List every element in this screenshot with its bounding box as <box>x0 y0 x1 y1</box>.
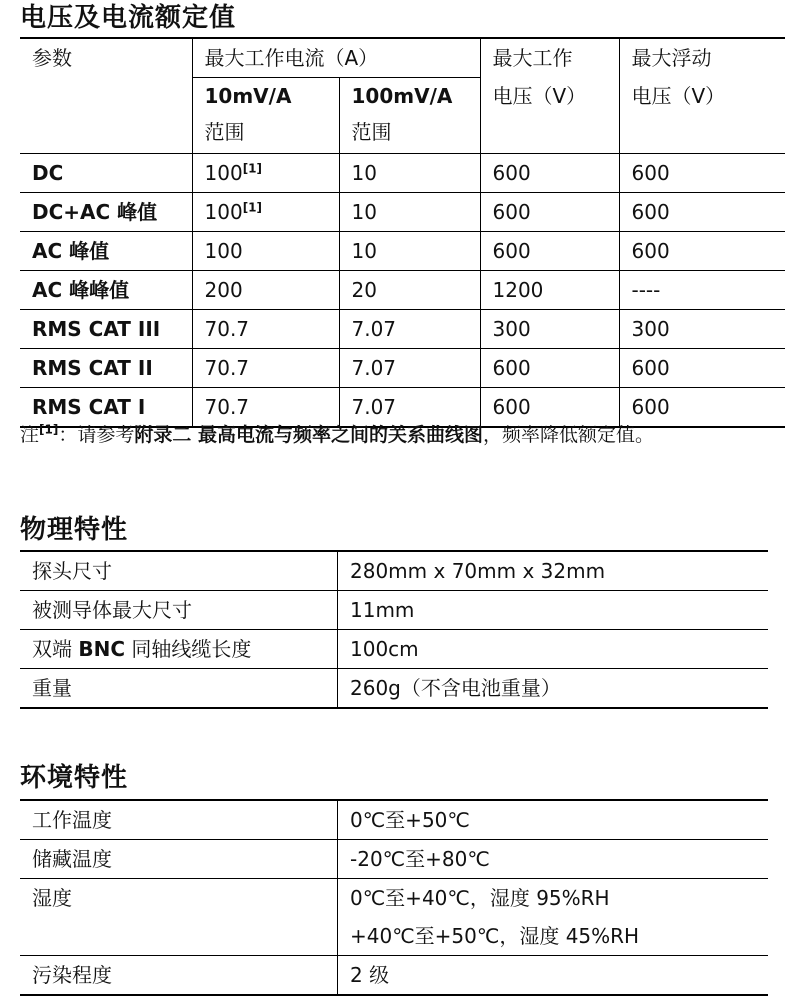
range-10mv-label: 10mV/A <box>204 84 292 108</box>
current-100mv-cell: 7.07 <box>339 349 480 388</box>
current-10mv-cell <box>192 232 339 271</box>
table-row <box>20 349 785 388</box>
spec-key: 探头尺寸 <box>20 551 338 591</box>
current-10mv-cell <box>192 310 339 349</box>
footnote-text2: ，频率降低额定值。 <box>482 424 654 446</box>
range-100mv-word: 范围 <box>351 120 392 144</box>
spec-key: 储藏温度 <box>20 840 338 879</box>
spec-value: 100cm <box>338 630 769 669</box>
rated-values-body <box>20 154 785 428</box>
table-row <box>20 271 785 310</box>
max-current-header: 最大工作电流（A） <box>192 38 480 78</box>
current-100mv-cell: 7.07 <box>339 388 480 428</box>
header-row <box>20 38 785 78</box>
row-label: AC 峰峰值 <box>20 271 192 310</box>
row-label: RMS CAT II <box>20 349 192 388</box>
spec-value: 280mm x 70mm x 32mm <box>350 559 606 583</box>
current-10mv-value: 100 <box>204 161 243 185</box>
spec-value: 11mm <box>338 591 769 630</box>
environment-table <box>20 799 768 996</box>
spec-value: 0℃至+50℃ <box>350 808 470 832</box>
table-row <box>20 310 785 349</box>
max-voltage-cell: 600 <box>480 232 619 271</box>
table-row <box>20 193 785 232</box>
environment-body <box>20 800 768 995</box>
table-row <box>20 154 785 193</box>
footnote-prefix: 注 <box>20 424 40 446</box>
max-voltage-cell: 600 <box>480 193 619 232</box>
range-10mv-word: 范围 <box>204 120 245 144</box>
table-row <box>20 956 768 996</box>
max-voltage-cell: 600 <box>480 154 619 193</box>
current-100mv-cell: 10 <box>339 154 480 193</box>
range-100mv-label: 100mV/A <box>351 84 453 108</box>
table-row <box>20 840 768 879</box>
footnote <box>20 420 654 450</box>
table-row <box>20 630 768 669</box>
current-10mv-value: 100 <box>204 200 243 224</box>
current-10mv-cell <box>192 349 339 388</box>
spec-key: 工作温度 <box>20 800 338 840</box>
current-10mv-cell <box>192 154 339 193</box>
footnote-mark: [1] <box>39 422 59 437</box>
footnote-reference: 附录二 最高电流与频率之间的关系曲线图 <box>134 424 483 446</box>
spec-key-bold: BNC <box>78 637 126 661</box>
current-100mv-cell: 7.07 <box>339 310 480 349</box>
table-row <box>20 669 768 709</box>
spec-value: 2 级 <box>338 956 769 996</box>
float-voltage-cell: ---- <box>619 271 785 310</box>
current-10mv-value: 200 <box>204 278 243 302</box>
row-label: RMS CAT I <box>20 388 192 428</box>
physical-table <box>20 550 768 709</box>
float-voltage-cell: 600 <box>619 154 785 193</box>
table-row <box>20 879 768 918</box>
spec-value: 0℃至+40℃，湿度 95%RH <box>338 879 769 918</box>
footnote-ref: [1] <box>242 161 263 176</box>
spec-key: 污染程度 <box>20 956 338 996</box>
spec-value: 260g（不含电池重量） <box>338 669 769 709</box>
current-10mv-cell <box>192 193 339 232</box>
current-10mv-value: 70.7 <box>204 317 250 341</box>
row-label: DC+AC 峰值 <box>20 193 192 232</box>
param-header: 参数 <box>20 38 192 154</box>
range-100mv-header <box>339 78 480 154</box>
float-voltage-header-line2: 电压（V） <box>631 84 726 108</box>
rated-values-table <box>20 37 785 428</box>
spec-key: 重量 <box>20 669 338 709</box>
spec-value: -20℃至+80℃ <box>338 840 769 879</box>
float-voltage-header-line1: 最大浮动 <box>631 46 712 70</box>
max-voltage-cell: 1200 <box>480 271 619 310</box>
max-voltage-header-line1: 最大工作 <box>492 46 573 70</box>
spec-key-pre: 双端 <box>32 637 79 661</box>
physical-title: 物理特性 <box>20 515 129 545</box>
float-voltage-cell: 300 <box>619 310 785 349</box>
current-100mv-cell: 10 <box>339 232 480 271</box>
current-100mv-cell: 20 <box>339 271 480 310</box>
row-label: AC 峰值 <box>20 232 192 271</box>
current-100mv-cell: 10 <box>339 193 480 232</box>
table-row <box>20 800 768 840</box>
footnote-ref: [1] <box>242 200 263 215</box>
table-row <box>20 551 768 591</box>
current-10mv-value: 100 <box>204 239 243 263</box>
current-10mv-cell <box>192 271 339 310</box>
spec-value-line2: +40℃至+50℃，湿度 45%RH <box>350 924 640 948</box>
footnote-text1: ：请参考 <box>58 424 135 446</box>
current-10mv-value: 70.7 <box>204 395 250 419</box>
row-label: DC <box>20 154 192 193</box>
physical-body <box>20 551 768 708</box>
max-voltage-cell: 300 <box>480 310 619 349</box>
float-voltage-cell: 600 <box>619 193 785 232</box>
environment-title: 环境特性 <box>20 763 129 793</box>
range-10mv-header <box>192 78 339 154</box>
spec-key: 湿度 <box>20 879 338 956</box>
spec-key-post: 同轴线缆长度 <box>125 637 252 661</box>
max-voltage-cell: 600 <box>480 349 619 388</box>
current-10mv-value: 70.7 <box>204 356 250 380</box>
rated-values-title: 电压及电流额定值 <box>20 3 237 33</box>
float-voltage-cell: 600 <box>619 388 785 428</box>
max-voltage-cell: 600 <box>480 388 619 428</box>
row-label: RMS CAT III <box>20 310 192 349</box>
float-voltage-header <box>619 38 785 154</box>
table-row <box>20 591 768 630</box>
float-voltage-cell: 600 <box>619 232 785 271</box>
max-voltage-header-line2: 电压（V） <box>492 84 587 108</box>
table-row <box>20 232 785 271</box>
float-voltage-cell: 600 <box>619 349 785 388</box>
spec-key: 被测导体最大尺寸 <box>20 591 338 630</box>
max-voltage-header <box>480 38 619 154</box>
spec-key <box>20 630 338 669</box>
